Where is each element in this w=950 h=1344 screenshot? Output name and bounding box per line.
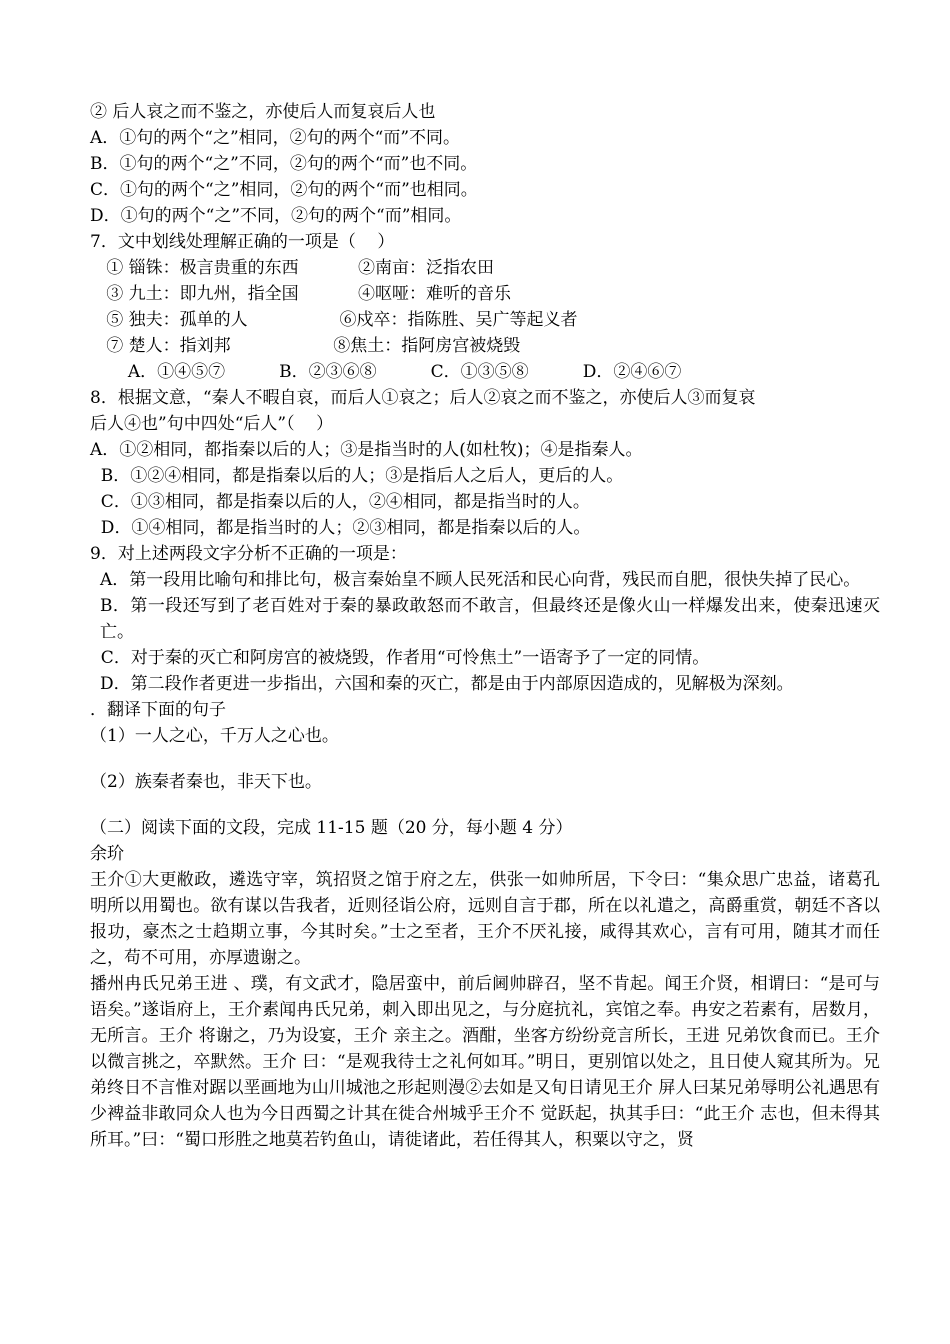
q9-stem: 9．对上述两段文字分析不正确的一项是： <box>90 544 407 564</box>
q7-items-row-1: ① 锱铢：极言贵重的东西 ②南亩：泛指农田 <box>90 258 495 278</box>
q10-sentence-2: （2）族秦者秦也，非天下也。 <box>90 772 322 792</box>
q7-stem: 7．文中划线处理解正确的一项是（ ） <box>90 232 395 252</box>
q7-items-row-2: ③ 九土：即九州，指全国 ④呕哑：难听的音乐 <box>90 284 512 304</box>
passage-paragraph-2: 播州冉氏兄弟王进 、璞，有文武才，隐居蛮中，前后阃帅辟召，坚不肯起。闻王介贤，相谓曰：“是可与语矣。”遂诣府上，王介素闻冉氏兄弟，刺入即出见之，与分庭抗礼，宾馆之奉。冉安之若素有，居数月，无所言。王介 将谢之，乃为设宴，王介 亲主之。酒酣，坐客方纷纷竞言所长，王进 兄弟饮食而已。王介 以微言挑之，卒默然。王介 曰：“是观我待士之礼何如耳。”明日，更别馆以处之，且日使人窥其所为。兄弟终日不言惟对踞以垩画地为山川城池之形起则漫②去如是又旬日请见王介 屏人曰某兄弟辱明公礼遇思有少裨益非敢同众人也为今日西蜀之计其在徙合州城乎王介不 觉跃起，执其手曰：“此王介 志也，但未得其所耳。”曰：“蜀口形胜之地莫若钓鱼山，请徙诸此，若任得其人，积粟以守之，贤 <box>90 974 880 1150</box>
q6-choice-a: A．①句的两个“之”相同，②句的两个“而”不同。 <box>90 128 461 148</box>
passage-title: 余玠 <box>90 844 124 864</box>
q6-option-sentence-2: ② 后人哀之而不鉴之，亦使后人而复哀后人也 <box>90 102 436 122</box>
document-page <box>90 99 880 1153</box>
q9-choice-a: A．第一段用比喻句和排比句，极言秦始皇不顾人民死活和民心向背，残民而自肥，很快失掉了民心。 <box>100 570 861 590</box>
q7-choices: A．①④⑤⑦ B．②③⑥⑧ C．①③⑤⑧ D．②④⑥⑦ <box>90 362 682 382</box>
q8-choice-c: C．①③相同，都是指秦以后的人，②④相同，都是指当时的人。 <box>90 492 590 512</box>
q8-choice-b: B．①②④相同，都是指秦以后的人；③是指后人之后人，更后的人。 <box>90 466 624 486</box>
passage-paragraph-1: 王介①大更敝政，遴选守宰，筑招贤之馆于府之左，供张一如帅所居，下令曰：“集众思广忠益，诸葛孔明所以用蜀也。欲有谋以告我者，近则径诣公府，远则自言于郡，所在以礼遣之，高爵重赏，朝廷不吝以报功，豪杰之士趋期立事，今其时矣。”士之至者，王介不厌礼接，咸得其欢心，言有可用，随其才而任之，苟不可用，亦厚遗谢之。 <box>90 870 880 968</box>
section-2-heading: （二）阅读下面的文段，完成 11-15 题（20 分，每小题 4 分） <box>90 818 573 838</box>
q7-items-row-4: ⑦ 楚人：指刘邦 ⑧焦土：指阿房宫被烧毁 <box>90 336 521 356</box>
q10-sentence-1: （1）一人之心，千万人之心也。 <box>90 726 339 746</box>
q6-choice-d: D．①句的两个“之”不同，②句的两个“而”相同。 <box>90 206 462 226</box>
answer-space <box>90 795 880 815</box>
q9-choice-b: B．第一段还写到了老百姓对于秦的暴政敢怒而不敢言，但最终还是像火山一样爆发出来，使秦迅速灭亡。 <box>100 596 880 642</box>
q9-choice-d: D．第二段作者更进一步指出，六国和秦的灭亡，都是由于内部原因造成的，见解极为深刻。 <box>100 674 794 694</box>
q8-choice-a: A．①②相同，都指秦以后的人；③是指当时的人(如杜牧)；④是指秦人。 <box>90 440 643 460</box>
q8-stem-line-2: 后人④也”句中四处“后人”（ ） <box>90 414 334 434</box>
q6-choice-b: B．①句的两个“之”不同，②句的两个“而”也不同。 <box>90 154 478 174</box>
answer-space <box>90 749 880 769</box>
q8-choice-d: D．①④相同，都是指当时的人；②③相同，都是指秦以后的人。 <box>90 518 591 538</box>
q7-items-row-3: ⑤ 独夫：孤单的人 ⑥戍卒：指陈胜、吴广等起义者 <box>90 310 578 330</box>
q8-stem-line-1: 8．根据文意，“秦人不暇自哀，而后人①哀之；后人②哀之而不鉴之，亦使后人③而复哀 <box>90 388 756 408</box>
q6-choice-c: C．①句的两个“之”相同，②句的两个“而”也相同。 <box>90 180 478 200</box>
q9-choice-c: C．对于秦的灭亡和阿房宫的被烧毁，作者用“可怜焦土”一语寄予了一定的同情。 <box>90 648 710 668</box>
q10-stem: ．翻译下面的句子 <box>90 700 226 720</box>
